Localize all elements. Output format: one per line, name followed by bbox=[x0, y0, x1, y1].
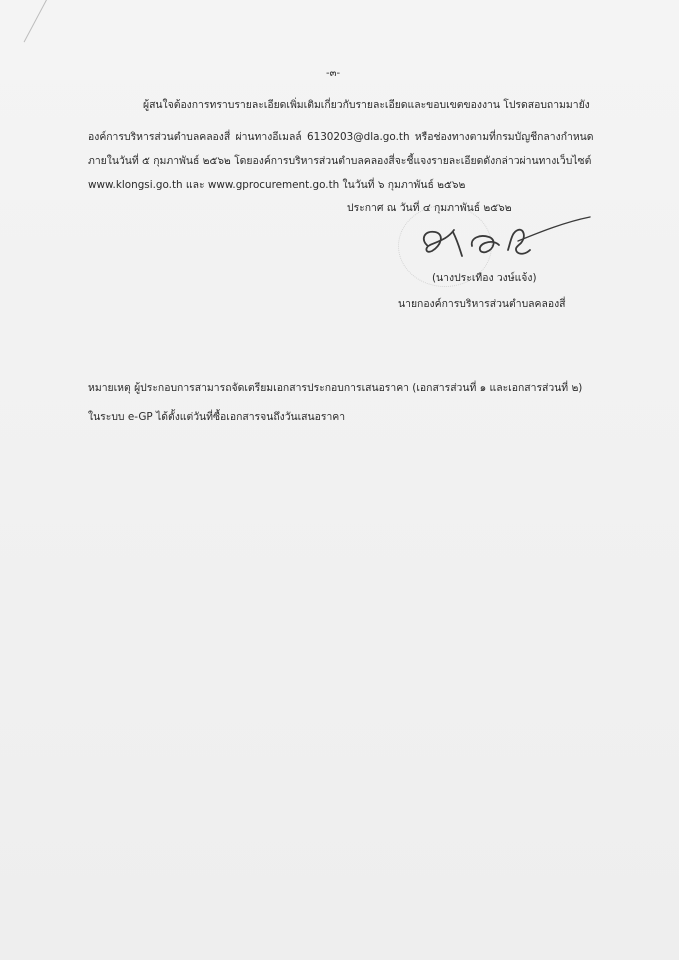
page-number: -๓- bbox=[326, 68, 341, 79]
announcement-date: ประกาศ ณ วันที่ ๔ กุมภาพันธ์ ๒๕๖๒ bbox=[347, 202, 512, 214]
paragraph-line-2: องค์การบริหารส่วนตำบลคลองสี่ ผ่านทางอีเมลล์ 6130203@dla.go.th หรือช่องทางตามที่กรมบัญชีกลางกำหนด bbox=[88, 131, 594, 143]
note-line-1: หมายเหตุ ผู้ประกอบการสามารถจัดเตรียมเอกสารประกอบการเสนอราคา (เอกสารส่วนที่ ๑ และเอกสารส่วนที่ ๒) bbox=[88, 382, 583, 394]
handwritten-signature bbox=[400, 212, 600, 270]
paragraph-line-4: www.klongsi.go.th และ www.gprocurement.go.th ในวันที่ ๖ กุมภาพันธ์ ๒๕๖๒ bbox=[88, 179, 466, 191]
note-line-2: ในระบบ e-GP ได้ตั้งแต่วันที่ซื้อเอกสารจนถึงวันเสนอราคา bbox=[88, 411, 346, 423]
paragraph-line-3: ภายในวันที่ ๕ กุมภาพันธ์ ๒๕๖๒ โดยองค์การบริหารส่วนตำบลคลองสี่จะชี้แจงรายละเอียดดังกล่าวผ่านทางเว็บไซต์ bbox=[88, 155, 592, 167]
page-fold-line bbox=[24, 0, 49, 42]
signer-name: (นางประเทือง วงษ์แจ้ง) bbox=[432, 272, 537, 284]
paragraph-line-1: ผู้สนใจต้องการทราบรายละเอียดเพิ่มเติมเกี่ยวกับรายละเอียดและขอบเขตของงาน โปรดสอบถามมายัง bbox=[143, 99, 590, 111]
signer-position: นายกองค์การบริหารส่วนตำบลคลองสี่ bbox=[398, 298, 566, 310]
